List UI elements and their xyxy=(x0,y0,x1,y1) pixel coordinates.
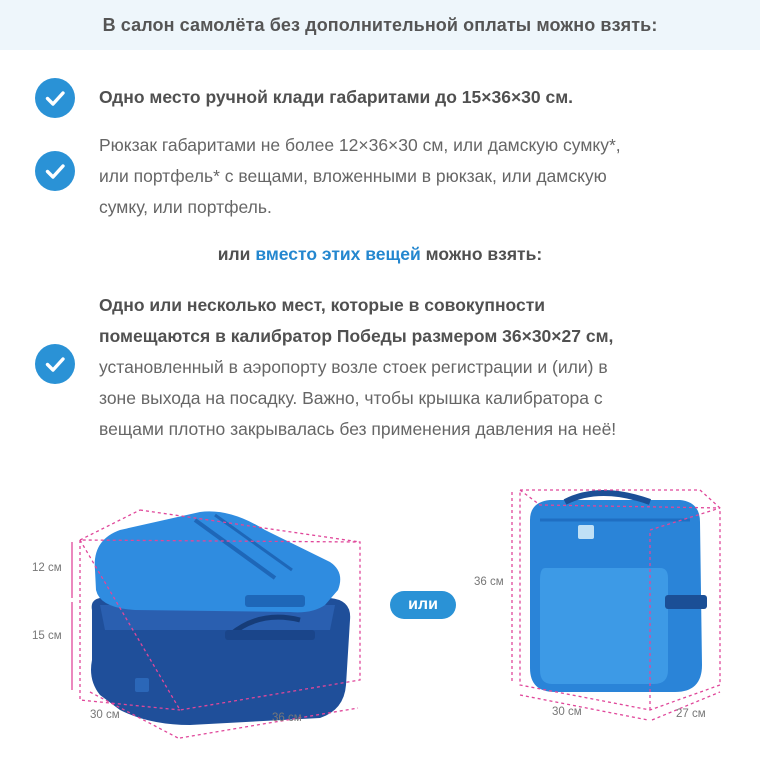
alternative-suffix: можно взять: xyxy=(425,244,543,264)
item-2-line: сумку, или портфель. xyxy=(99,197,272,217)
left-luggage-backpack xyxy=(95,511,341,612)
alternative-heading xyxy=(0,244,760,265)
item-3-line: вещами плотно закрывалась без применения давления на неё! xyxy=(99,419,617,439)
item-3-text xyxy=(99,290,616,445)
item-3-bold-line: помещаются в калибратор Победы размером 36×30×27 см, xyxy=(99,326,614,346)
left-bottom-height-label: 15 см xyxy=(32,630,62,642)
right-width-label: 30 см xyxy=(552,706,582,718)
right-height-label: 36 см xyxy=(474,576,504,588)
item-1-text: Одно место ручной клади габаритами до 15×36×30 см. xyxy=(99,87,574,107)
item-3-bold-line: Одно или несколько мест, которые в совокупности xyxy=(99,295,546,315)
item-3-line: зоне выхода на посадку. Важно, чтобы крышка калибратора с xyxy=(99,388,603,408)
item-3-line: установленный в аэропорту возле стоек регистрации и (или) в xyxy=(99,357,608,377)
left-depth-label: 30 см xyxy=(90,709,120,721)
right-depth-label: 27 см xyxy=(676,708,706,720)
item-2-line: или портфель* с вещами, вложенными в рюкзак, или дамскую xyxy=(99,166,607,186)
alternative-prefix: или xyxy=(217,244,251,264)
left-luggage-bag xyxy=(91,598,350,725)
item-2-line: Рюкзак габаритами не более 12×36×30 см, или дамскую сумку*, xyxy=(99,135,621,155)
or-badge: или xyxy=(390,591,456,619)
header-title: В салон самолёта без дополнительной оплаты можно взять: xyxy=(102,14,658,35)
alternative-highlight: вместо этих вещей xyxy=(255,244,421,264)
right-luggage-backpack xyxy=(530,493,707,692)
item-2-text xyxy=(99,130,621,223)
check-circle-icon xyxy=(35,344,75,384)
header-banner xyxy=(0,0,760,50)
left-width-label: 36 см xyxy=(272,712,302,724)
check-circle-icon xyxy=(35,78,75,118)
check-circle-icon xyxy=(35,151,75,191)
left-top-height-label: 12 см xyxy=(32,562,62,574)
